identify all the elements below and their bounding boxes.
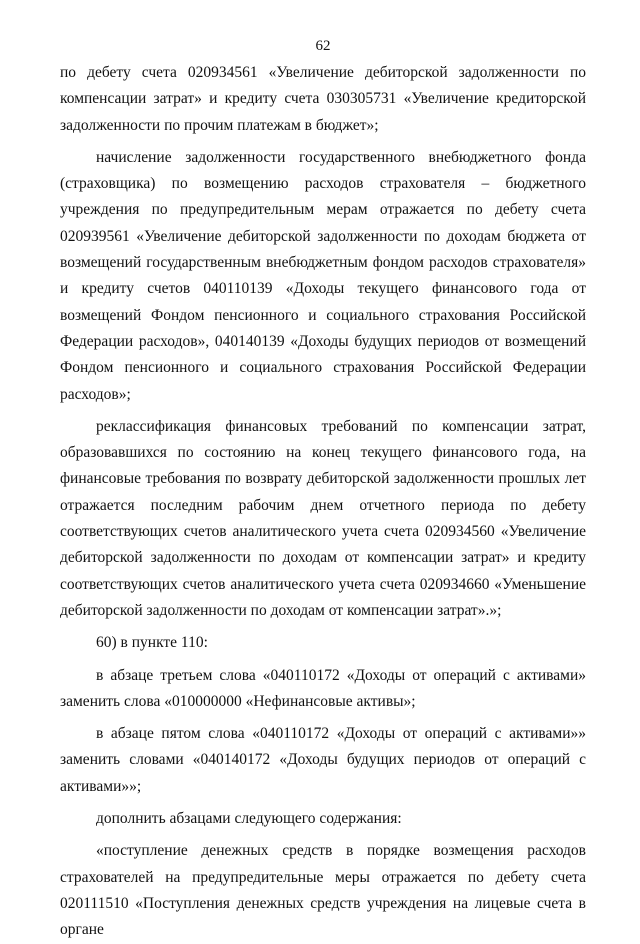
paragraph-5: в абзаце третьем слова «040110172 «Доходы от операций с активами» заменить слова «010000000 «Нефинансовые активы»; xyxy=(60,666,586,710)
paragraph-4: 60) в пункте 110: xyxy=(96,634,208,652)
paragraph-7: дополнить абзацами следующего содержания: xyxy=(96,810,402,828)
document-body xyxy=(60,60,586,944)
page-number: 62 xyxy=(315,38,331,54)
paragraph-2: начисление задолженности государственного внебюджетного фонда (страховщика) по возмещению расходов страхователя – бюджетного учреждения по предупредительным мерам отражается по дебету счета 020939561 «Увеличение дебиторской задолженности по доходам бюджета от возмещений государственным внебюджетным фондом расходов страхователя» и кредиту счетов 040110139 «Доходы текущего финансового года от возмещений Фондом пенсионного и социального страхования Российской Федерации расходов», 040140139 «Доходы будущих периодов от возмещений Фондом пенсионного и социального страхования Российской Федерации расходов»; xyxy=(60,148,586,403)
paragraph-8: «поступление денежных средств в порядке возмещения расходов страхователей на предупредительные меры отражается по дебету счета 020111510 «Поступления денежных средств учреждения на лицевые счета в органе xyxy=(60,842,586,939)
paragraph-3: реклассификация финансовых требований по компенсации затрат, образовавшихся по состоянию на конец текущего финансового года, на финансовые требования по возврату дебиторской задолженности прошлых лет отражается последним рабочим днем отчетного периода по дебету соответствующих счетов аналитического учета счета 020934560 «Увеличение дебиторской задолженности по доходам от компенсации затрат» и кредиту соответствующих счетов аналитического учета счета 020934660 «Уменьшение дебиторской задолженности по доходам от компенсации затрат».»; xyxy=(60,417,586,619)
paragraph-6: в абзаце пятом слова «040110172 «Доходы от операций с активами»» заменить словами «040140172 «Доходы будущих периодов от операций с активами»»; xyxy=(60,725,586,795)
paragraph-1: по дебету счета 020934561 «Увеличение дебиторской задолженности по компенсации затрат» и кредиту счета 030305731 «Увеличение кредиторской задолженности по прочим платежам в бюджет»; xyxy=(60,64,586,134)
